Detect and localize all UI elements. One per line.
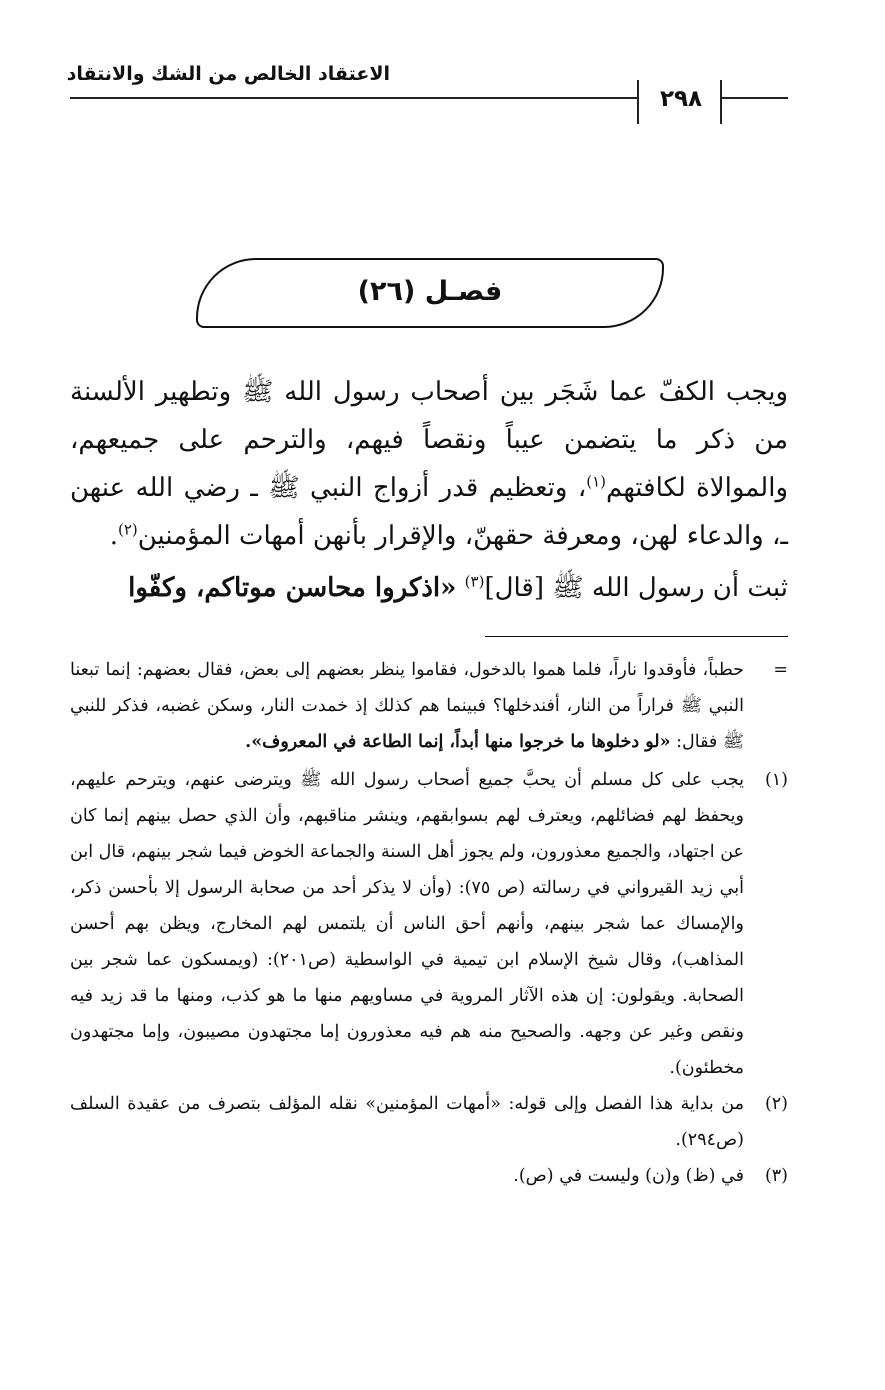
- page-number-bracket-left: [637, 80, 639, 124]
- page-number-bracket-right: [720, 80, 722, 124]
- paragraph: [70, 368, 788, 560]
- footnote-separator: [485, 636, 788, 637]
- header-rule: [70, 97, 638, 99]
- chapter-title: فصـل (٢٦): [357, 276, 503, 307]
- footnote-text: في (ظ) و(ن) وليست في (ص).: [513, 1166, 744, 1186]
- paragraph-text: ثبت أن رسول الله ﷺ [قال]: [484, 573, 788, 603]
- footnote-text-part: حطباً، فأوقدوا ناراً، فلما هموا بالدخول، فقاموا ينظر بعضهم إلى بعض، فقال بعضهم: إنما تبعنا النبي ﷺ فراراً من النار، أفندخلها؟ فبينما هم كذلك إذ خمدت النار، وسكن غضبه، فذكر للنبي ﷺ فقال:: [70, 660, 744, 752]
- footnote-marker: =: [773, 660, 788, 680]
- main-text: [70, 368, 788, 612]
- footnote-continuation: [70, 652, 788, 760]
- footnote-ref: (٣): [464, 572, 485, 591]
- footnote-ref: (١): [586, 472, 607, 491]
- footnote-3: [70, 1158, 788, 1194]
- footnote-marker: (٢): [764, 1094, 788, 1114]
- footnote-marker: (٣): [764, 1166, 788, 1186]
- hadith-quote: «اذكروا محاسن موتاكم، وكفّوا: [128, 573, 457, 603]
- header-rule-right: [720, 97, 788, 99]
- paragraph-text: ، وتعظيم قدر أزواج النبي ﷺ ـ رضي الله عنهن ـ، والدعاء لهن، ومعرفة حقهنّ، والإقرار بأنهن أمهات المؤمنين: [70, 473, 788, 551]
- footnote-marker: (١): [764, 770, 788, 790]
- footnote-text: من بداية هذا الفصل وإلى قوله: «أمهات المؤمنين» نقله المؤلف بتصرف من عقيدة السلف (ص٢٩٤).: [70, 1094, 744, 1150]
- page-number: ٢٩٨: [659, 86, 703, 112]
- footnote-1: [70, 762, 788, 1086]
- paragraph: [70, 564, 788, 612]
- paragraph-text: .: [109, 521, 118, 551]
- running-title: الاعتقاد الخالص من الشك والانتقاد: [66, 63, 390, 85]
- footnote-ref: (٢): [117, 520, 138, 539]
- footnotes: [70, 652, 788, 1194]
- footnote-text: يجب على كل مسلم أن يحبَّ جميع أصحاب رسول الله ﷺ ويترضى عنهم، ويترحم عليهم، ويحفظ لهم فضائلهم، ويعترف لهم بسوابقهم، وينشر مناقبهم، وأن الذي حصل بينهم إنما كان عن اجتهاد، والجميع معذورون، ولم يجوز أهل السنة والجماعة الخوض فيما شجر بينهم، قال ابن أبي زيد القيرواني في رسالته (ص ٧٥): (وأن لا يذكر أحد من صحابة الرسول إلا بأحسن ذكر، والإمساك عما شجر بينهم، وأنهم أحق الناس أن يلتمس لهم المخارج، ويظن بهم أحسن المذاهب)، وقال شيخ الإسلام ابن تيمية في الواسطية (ص٢٠١): (ويمسكون عما شجر بين الصحابة. ويقولون: إن هذه الآثار المروية في مساويهم منها ما هو كذب، ومنها ما قد زيد فيه ونقص وغير عن وجهه. والصحيح منه هم فيه معذورون إما مجتهدون مصيبون، وإما مجتهدون مخطئون).: [70, 770, 744, 1078]
- footnote-2: [70, 1086, 788, 1158]
- hadith-quote: «لو دخلوها ما خرجوا منها أبداً، إنما الطاعة في المعروف».: [245, 732, 671, 752]
- footnote-text: [70, 652, 744, 760]
- paragraph-text: ويجب الكفّ عما شَجَر بين أصحاب رسول الله ﷺ وتطهير الألسنة من ذكر ما يتضمن عيباً ونقصاً فيهم، والترحم على جميعهم، والموالاة لكافتهم: [70, 377, 788, 503]
